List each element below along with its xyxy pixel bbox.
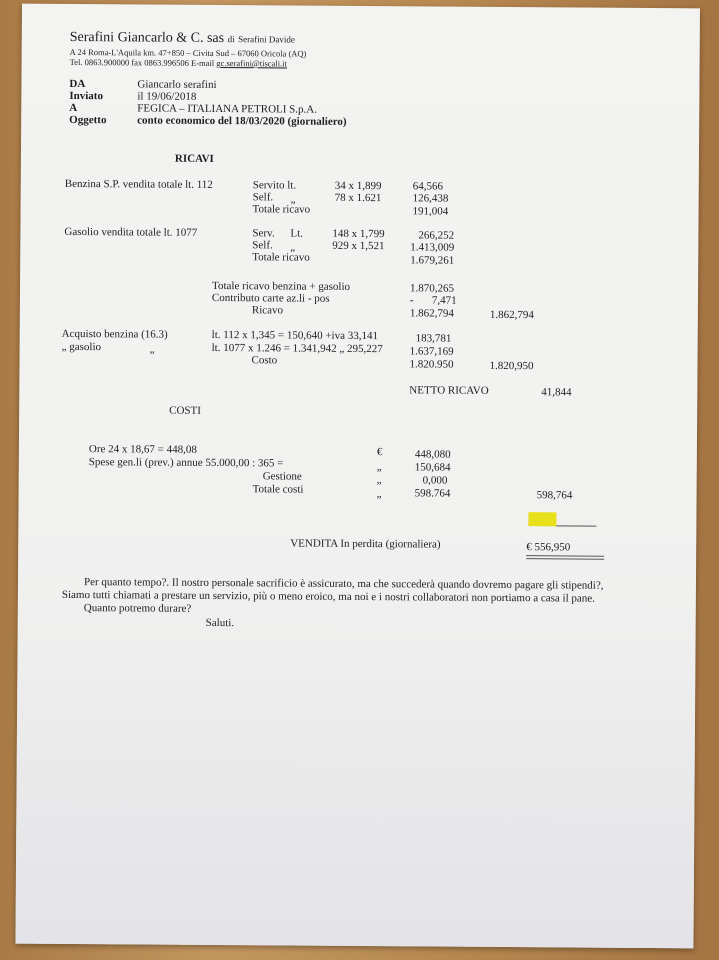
email-link[interactable]: gc.serafini@tiscali.it [216,57,287,69]
totale-ricavo-label: Totale ricavo benzina + gasolio [211,279,351,293]
benzina-servito-label: Servito lt. [252,179,297,192]
company-owner: Serafini Davide [238,34,295,45]
costo-total: 1.820,950 [489,359,534,373]
document-page [15,4,700,949]
contributo-label: Contributo carte az.li - pos [211,291,330,305]
spese-label: Spese gen.li (prev.) annue 55.000,00 : 365 = [88,456,284,470]
gestione-value: 0,000 [422,474,448,487]
a-value: FEGICA – ITALIANA PETROLI S.p.A. [137,102,318,116]
ricavi-title: RICAVI [174,152,214,165]
gasolio-serv-label: Serv. [252,227,275,240]
company-contacts [70,57,287,69]
acquisto-gasolio-label: „ gasolio [61,340,102,354]
contributo-value: 7,471 [431,294,457,307]
oggetto-value: conto economico del 18/03/2020 (giornaliero) [137,114,347,128]
benzina-label: Benzina S.P. vendita totale lt. 112 [64,177,213,191]
gasolio-total-label: Totale ricavo [252,251,310,264]
closing-line-3: Quanto potremo durare? [83,602,192,615]
double-underline-top [526,555,604,557]
gasolio-serv-unit: Lt. [290,227,303,240]
inviato-label: Inviato [69,89,104,103]
gestione-label: Gestione [262,470,302,483]
netto-ricavo-label: NETTO RICAVO [409,384,489,397]
costi-title: COSTI [169,404,201,417]
gasolio-self-mark: „ [290,241,296,254]
ore-currency: € [376,446,383,459]
ore-value: 448,080 [414,448,451,461]
gasolio-self-label: Self. [252,239,273,252]
vendita-perdita-label: VENDITA In perdita (giornaliera) [290,537,441,551]
gasolio-serv-calc: 148 x 1,799 [332,227,385,241]
yellow-highlight-mark [528,512,556,526]
company-address: A 24 Roma-L'Aquila km. 47+850 – Civita Sud – 67060 Oricola (AQ) [69,46,307,59]
gestione-mark: „ [376,474,382,487]
acquisto-gasolio-mark: „ [149,343,155,356]
benzina-servito-calc: 34 x 1,899 [334,179,382,193]
benzina-total-label: Totale ricavo [252,203,311,216]
costo-value: 1.820.950 [409,358,454,371]
ore-label: Ore 24 x 18,67 = 448,08 [88,443,197,456]
acquisto-gasolio-value: 1.637,169 [409,345,454,358]
benzina-total-value: 191,004 [412,205,449,218]
a-label: A [69,101,78,115]
da-label: DA [69,77,86,91]
gasolio-label: Gasolio vendita totale lt. 1077 [64,225,198,239]
paper-shadow [15,644,695,949]
vendita-perdita-value: € 556,950 [526,541,571,554]
acquisto-benzina-label: Acquisto benzina (16.3) [61,327,168,341]
benzina-self-value: 126,438 [412,192,449,205]
ricavo-total: 1.862,794 [489,308,534,322]
closing-line-1: Per quanto tempo?. Il nostro personale sacrificio è assicurato, ma che succederà quando dovremo pagare gli stipendi?, [83,576,604,592]
company-of: di [227,34,235,45]
acquisto-benzina-value: 183,781 [415,332,452,345]
contacts-text: Tel. 0863.900000 fax 0863.996506 E-mail [69,56,215,68]
da-value: Giancarlo serafini [137,78,217,91]
gasolio-self-value: 1.413,009 [410,241,455,254]
ricavo-label: Ricavo [251,304,284,317]
totale-costi-mark: „ [376,488,382,501]
benzina-servito-value: 64,566 [412,180,444,193]
benzina-self-label: Self. [252,191,274,204]
company-name-text: Serafini Giancarlo & C. sas [69,29,225,47]
totale-costi-label: Totale costi [252,483,304,496]
spese-mark: „ [376,461,382,474]
company-name [70,30,295,48]
double-underline-bottom [526,558,604,560]
netto-ricavo-value: 41,844 [541,386,572,399]
totale-ricavo-value: 1.870,265 [409,282,455,295]
closing-line-2: Siamo tutti chiamati a prestare un servizio, più o meno eroico, ma noi e i nostri collaboratori non portiamo a casa il pane. [61,588,595,605]
costo-label: Costo [251,354,278,367]
benzina-self-mark: „ [290,193,296,206]
acquisto-benzina-calc: lt. 112 x 1,345 = 150,640 +iva 33,141 [211,328,379,343]
gasolio-serv-value: 266,252 [418,229,455,242]
spese-value: 150,684 [414,461,451,474]
closing-saluti: Saluti. [205,616,235,630]
gasolio-self-calc: 929 x 1,521 [332,239,385,253]
totale-costi-value: 598.764 [414,487,451,500]
inviato-value: il 19/06/2018 [137,90,197,103]
ricavo-value: 1.862,794 [409,307,454,320]
result-underline [556,525,596,526]
oggetto-label: Oggetto [69,113,107,127]
gasolio-total-value: 1.679,261 [410,254,455,267]
benzina-self-calc: 78 x 1.621 [334,191,382,205]
acquisto-gasolio-calc: lt. 1077 x 1.246 = 1.341,942 „ 295,227 [211,341,383,356]
totale-costi-total: 598,764 [536,489,573,502]
contributo-sign: - [409,294,414,307]
